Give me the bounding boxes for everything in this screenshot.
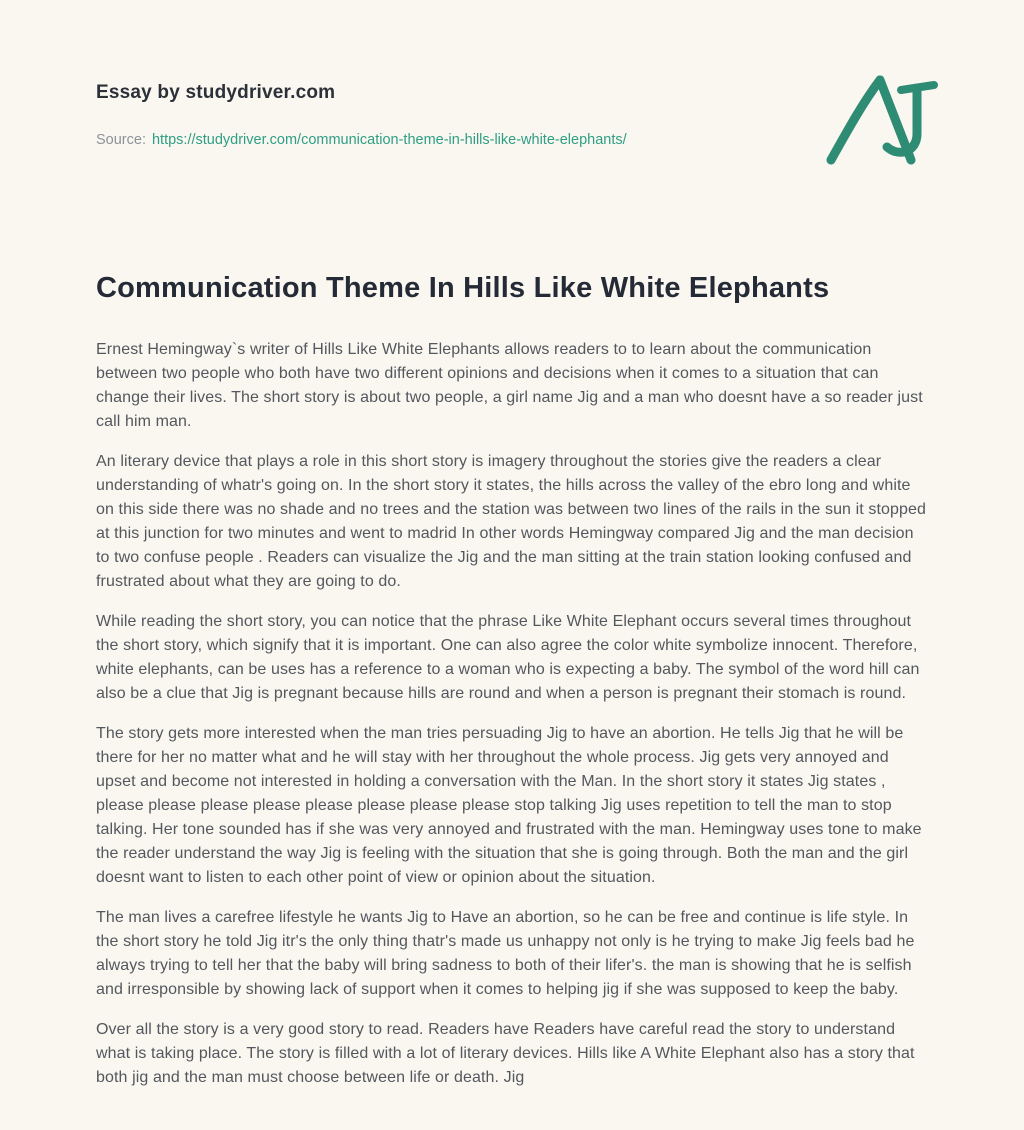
essay-body <box>96 338 928 1090</box>
source-label: Source: <box>96 132 146 148</box>
essay-paragraph: Over all the story is a very good story to read. Readers have Readers have careful read the story to understand what is taking place. The story is filled with a lot of literary devices. Hills like A White Elephant also has a story that both jig and the man must choose between life or death. Jig <box>96 1021 915 1086</box>
studydriver-logo-icon <box>824 74 942 166</box>
essay-paragraph: The story gets more interested when the man tries persuading Jig to have an abortion. He tells Jig that he will be there for her no matter what and he will stay with her throughout the whole process. Jig gets very annoyed and upset and become not interested in holding a conversation with the Man. In the short story it states Jig states , please please please please please please please please stop talking Jig uses repetition to tell the man to stop talking. Her tone sounded has if she was very annoyed and frustrated with the man. Hemingway uses tone to make the reader understand the way Jig is feeling with the situation that she is going through. Both the man and the girl doesnt want to listen to each other point of view or opinion about the situation. <box>96 725 922 886</box>
brand-title: Essay by studydriver.com <box>96 82 336 103</box>
essay-title: Communication Theme In Hills Like White Elephants <box>96 272 830 304</box>
essay-paragraph: The man lives a carefree lifestyle he wants Jig to Have an abortion, so he can be free and continue is life style. In the short story he told Jig itr's the only thing thatr's made us unhappy not only is he trying to make Jig feels bad he always trying to tell her that the baby will bring sadness to both of their lifer's. the man is showing that he is selfish and irresponsible by showing lack of support when it comes to helping jig if she was supposed to keep the baby. <box>96 909 915 998</box>
essay-paragraph: An literary device that plays a role in this short story is imagery throughout the stories give the readers a clear understanding of whatr's going on. In the short story it states, the hills across the valley of the ebro long and white on this side there was no shade and no trees and the station was between two lines of the rails in the sun it stopped at this junction for two minutes and went to madrid In other words Hemingway compared Jig and the man decision to two confuse people . Readers can visualize the Jig and the man sitting at the train station looking confused and frustrated about what they are going to do. <box>96 453 926 590</box>
source-link[interactable]: https://studydriver.com/communication-theme-in-hills-like-white-elephants/ <box>151 132 627 148</box>
page-header <box>96 80 928 166</box>
essay-paragraph: While reading the short story, you can notice that the phrase Like White Elephant occurs several times throughout the short story, which signify that it is important. One can also agree the color white symbolize innocent. Therefore, white elephants, can be uses has a reference to a woman who is expecting a baby. The symbol of the word hill can also be a clue that Jig is pregnant because hills are round and when a person is pregnant their stomach is round. <box>96 613 920 702</box>
source-line <box>96 132 627 148</box>
essay-paragraph: Ernest Hemingway`s writer of Hills Like White Elephants allows readers to to learn about the communication between two people who both have two different opinions and decisions when it comes to a situation that can change their lives. The short story is about two people, a girl name Jig and a man who doesnt have a so reader just call him man. <box>96 341 923 430</box>
header-text-block <box>96 80 627 148</box>
